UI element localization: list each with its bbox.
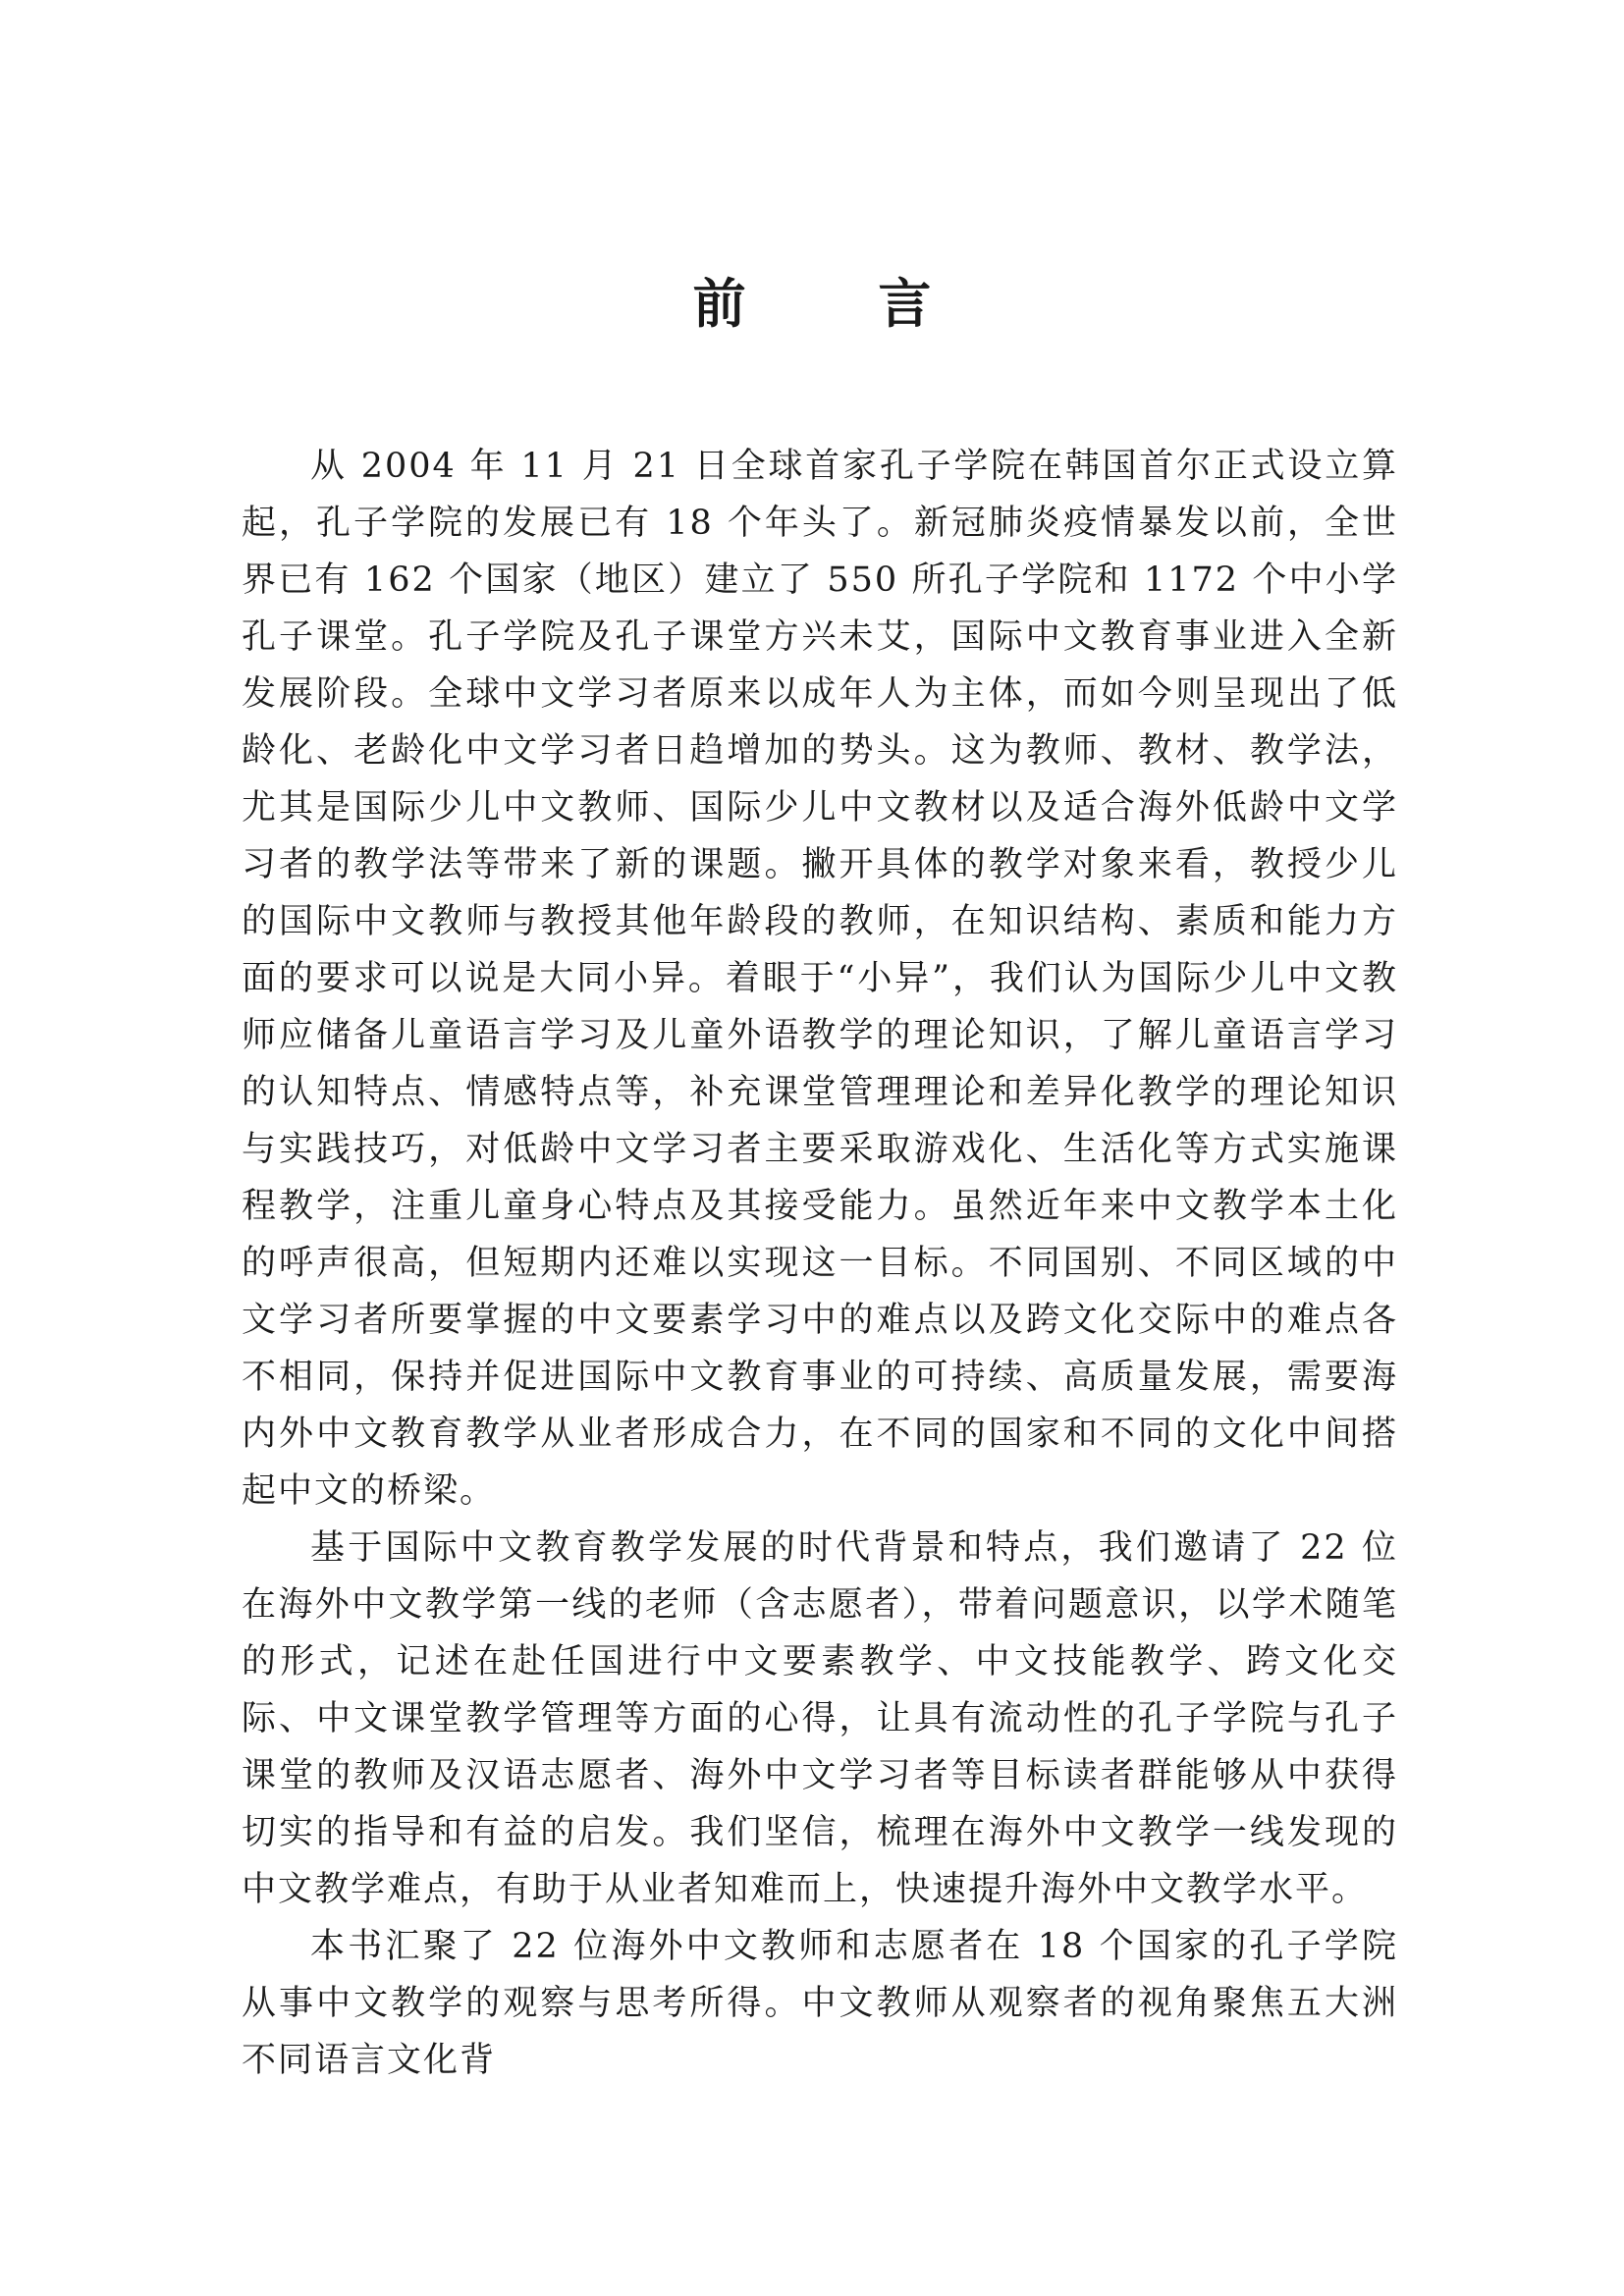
page-title: 前 言 — [692, 272, 989, 335]
paragraph-3: 本书汇聚了 22 位海外中文教师和志愿者在 18 个国家的孔子学院从事中文教学的观察与思考所得。中文教师从观察者的视角聚焦五大洲不同语言文化背 — [242, 1927, 1398, 2080]
preface-body — [242, 438, 1398, 2089]
paragraph-2: 基于国际中文教育教学发展的时代背景和特点，我们邀请了 22 位在海外中文教学第一线的老师（含志愿者），带着问题意识，以学术随笔的形式，记述在赴任国进行中文要素教学、中文技能教学、跨文化交际、中文课堂教学管理等方面的心得，让具有流动性的孔子学院与孔子课堂的教师及汉语志愿者、海外中文学习者等目标读者群能够从中获得切实的指导和有益的启发。我们坚信，梳理在海外中文教学一线发现的中文教学难点，有助于从业者知难而上，快速提升海外中文教学水平。 — [242, 1528, 1398, 1909]
paragraph-1: 从 2004 年 11 月 21 日全球首家孔子学院在韩国首尔正式设立算起，孔子学院的发展已有 18 个年头了。新冠肺炎疫情暴发以前，全世界已有 162 个国家（地区）建立了 550 所孔子学院和 1172 个中小学孔子课堂。孔子学院及孔子课堂方兴未艾，国际中文教育事业进入全新发展阶段。全球中文学习者原来以成年人为主体，而如今则呈现出了低龄化、老龄化中文学习者日趋增加的势头。这为教师、教材、教学法，尤其是国际少儿中文教师、国际少儿中文教材以及适合海外低龄中文学习者的教学法等带来了新的课题。撇开具体的教学对象来看，教授少儿的国际中文教师与教授其他年龄段的教师，在知识结构、素质和能力方面的要求可以说是大同小异。着眼于“小异”，我们认为国际少儿中文教师应储备儿童语言学习及儿童外语教学的理论知识，了解儿童语言学习的认知特点、情感特点等，补充课堂管理理论和差异化教学的理论知识与实践技巧，对低龄中文学习者主要采取游戏化、生活化等方式实施课程教学，注重儿童身心特点及其接受能力。虽然近年来中文教学本土化的呼声很高，但短期内还难以实现这一目标。不同国别、不同区域的中文学习者所要掌握的中文要素学习中的难点以及跨文化交际中的难点各不相同，保持并促进国际中文教育事业的可持续、高质量发展，需要海内外中文教育教学从业者形成合力，在不同的国家和不同的文化中间搭起中文的桥梁。 — [242, 447, 1398, 1511]
